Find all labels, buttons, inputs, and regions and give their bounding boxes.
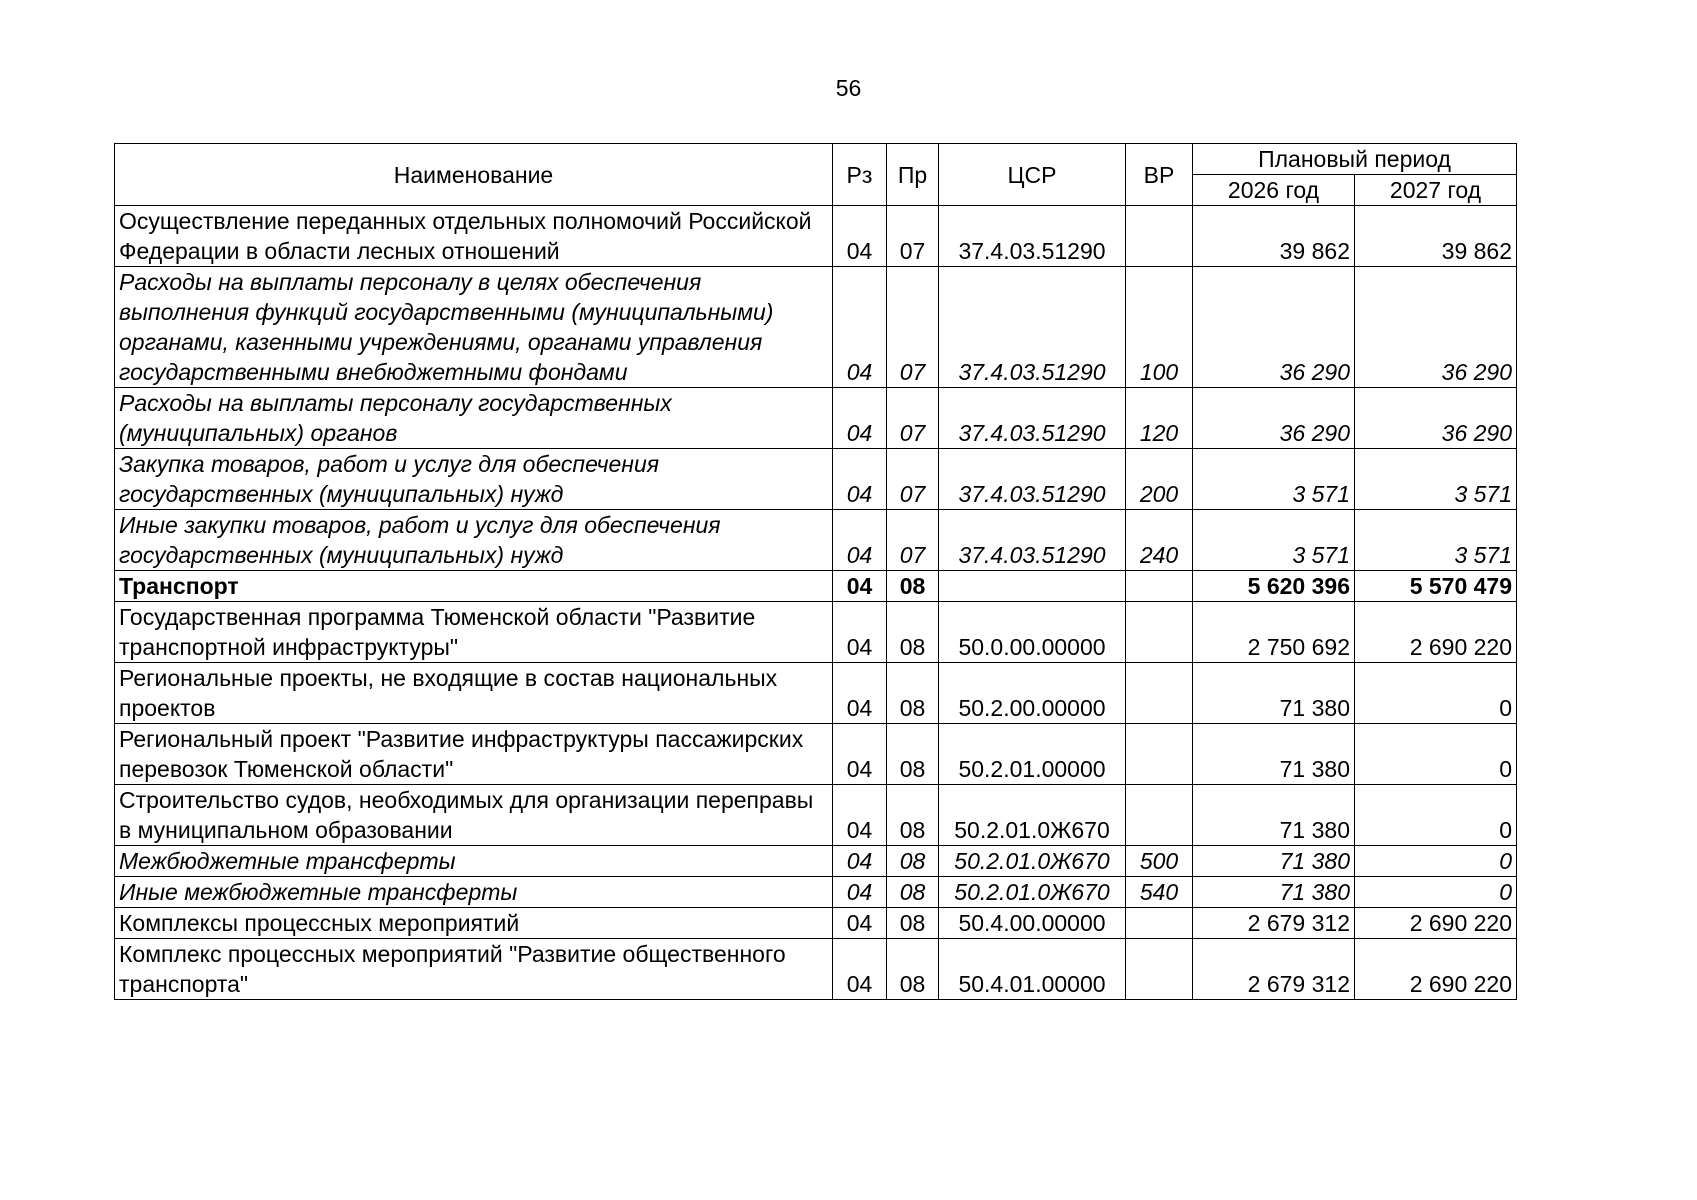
row-vr bbox=[1126, 724, 1193, 785]
table-row bbox=[115, 510, 1517, 571]
header-vr: ВР bbox=[1126, 144, 1193, 206]
row-amount-2026: 2 679 312 bbox=[1193, 908, 1355, 939]
header-csr: ЦСР bbox=[939, 144, 1126, 206]
table-row bbox=[115, 724, 1517, 785]
row-csr: 50.2.00.00000 bbox=[939, 663, 1126, 724]
row-csr: 50.2.01.0Ж670 bbox=[939, 877, 1126, 908]
table-row bbox=[115, 388, 1517, 449]
row-rz: 04 bbox=[833, 510, 887, 571]
row-csr: 50.4.01.00000 bbox=[939, 939, 1126, 1000]
header-planned-period: Плановый период bbox=[1193, 144, 1517, 175]
row-amount-2027: 0 bbox=[1355, 663, 1517, 724]
row-vr bbox=[1126, 785, 1193, 846]
row-amount-2026: 39 862 bbox=[1193, 206, 1355, 267]
row-name: Расходы на выплаты персоналу государственных (муниципальных) органов bbox=[115, 388, 833, 449]
row-amount-2026: 71 380 bbox=[1193, 785, 1355, 846]
row-name: Иные закупки товаров, работ и услуг для обеспечения государственных (муниципальных) нужд bbox=[115, 510, 833, 571]
row-pr: 08 bbox=[887, 877, 939, 908]
row-amount-2027: 3 571 bbox=[1355, 449, 1517, 510]
row-name: Закупка товаров, работ и услуг для обеспечения государственных (муниципальных) нужд bbox=[115, 449, 833, 510]
header-year-2027: 2027 год bbox=[1355, 175, 1517, 206]
table-body bbox=[115, 206, 1517, 1000]
row-amount-2027: 0 bbox=[1355, 724, 1517, 785]
row-pr: 08 bbox=[887, 663, 939, 724]
row-name: Региональные проекты, не входящие в состав национальных проектов bbox=[115, 663, 833, 724]
row-amount-2026: 71 380 bbox=[1193, 877, 1355, 908]
row-csr: 50.0.00.00000 bbox=[939, 602, 1126, 663]
row-csr: 37.4.03.51290 bbox=[939, 510, 1126, 571]
row-amount-2026: 71 380 bbox=[1193, 663, 1355, 724]
table-row bbox=[115, 571, 1517, 602]
row-csr: 37.4.03.51290 bbox=[939, 449, 1126, 510]
row-pr: 07 bbox=[887, 206, 939, 267]
header-rz: Рз bbox=[833, 144, 887, 206]
row-amount-2027: 2 690 220 bbox=[1355, 602, 1517, 663]
row-amount-2027: 5 570 479 bbox=[1355, 571, 1517, 602]
row-amount-2027: 2 690 220 bbox=[1355, 908, 1517, 939]
row-amount-2027: 36 290 bbox=[1355, 267, 1517, 388]
row-pr: 08 bbox=[887, 846, 939, 877]
table-row bbox=[115, 846, 1517, 877]
header-year-2026: 2026 год bbox=[1193, 175, 1355, 206]
row-pr: 07 bbox=[887, 388, 939, 449]
row-vr: 200 bbox=[1126, 449, 1193, 510]
table-row bbox=[115, 206, 1517, 267]
header-name: Наименование bbox=[115, 144, 833, 206]
row-name: Строительство судов, необходимых для организации переправы в муниципальном образовании bbox=[115, 785, 833, 846]
row-rz: 04 bbox=[833, 449, 887, 510]
row-pr: 08 bbox=[887, 908, 939, 939]
row-amount-2026: 5 620 396 bbox=[1193, 571, 1355, 602]
row-name: Расходы на выплаты персоналу в целях обеспечения выполнения функций государственными (муниципальными) органами, казенными учреждениями, органами управления государственными внебюджетными фондами bbox=[115, 267, 833, 388]
table-row bbox=[115, 449, 1517, 510]
row-name: Осуществление переданных отдельных полномочий Российской Федерации в области лесных отношений bbox=[115, 206, 833, 267]
row-amount-2027: 36 290 bbox=[1355, 388, 1517, 449]
row-amount-2026: 71 380 bbox=[1193, 724, 1355, 785]
row-vr: 540 bbox=[1126, 877, 1193, 908]
row-csr: 50.4.00.00000 bbox=[939, 908, 1126, 939]
row-vr bbox=[1126, 602, 1193, 663]
row-amount-2027: 3 571 bbox=[1355, 510, 1517, 571]
row-rz: 04 bbox=[833, 267, 887, 388]
row-rz: 04 bbox=[833, 846, 887, 877]
table-row bbox=[115, 939, 1517, 1000]
row-name: Государственная программа Тюменской области "Развитие транспортной инфраструктуры" bbox=[115, 602, 833, 663]
row-csr: 37.4.03.51290 bbox=[939, 267, 1126, 388]
table-row bbox=[115, 785, 1517, 846]
row-rz: 04 bbox=[833, 571, 887, 602]
row-csr: 50.2.01.0Ж670 bbox=[939, 846, 1126, 877]
row-amount-2026: 2 679 312 bbox=[1193, 939, 1355, 1000]
table-row bbox=[115, 267, 1517, 388]
row-amount-2027: 2 690 220 bbox=[1355, 939, 1517, 1000]
row-vr: 500 bbox=[1126, 846, 1193, 877]
row-pr: 08 bbox=[887, 785, 939, 846]
row-rz: 04 bbox=[833, 663, 887, 724]
row-pr: 08 bbox=[887, 571, 939, 602]
row-rz: 04 bbox=[833, 877, 887, 908]
row-pr: 08 bbox=[887, 724, 939, 785]
row-vr: 120 bbox=[1126, 388, 1193, 449]
row-vr bbox=[1126, 571, 1193, 602]
row-csr: 50.2.01.00000 bbox=[939, 724, 1126, 785]
row-pr: 08 bbox=[887, 939, 939, 1000]
row-amount-2026: 71 380 bbox=[1193, 846, 1355, 877]
row-name: Иные межбюджетные трансферты bbox=[115, 877, 833, 908]
row-amount-2027: 39 862 bbox=[1355, 206, 1517, 267]
page-number: 56 bbox=[835, 75, 862, 101]
row-rz: 04 bbox=[833, 206, 887, 267]
budget-table bbox=[114, 143, 1517, 1000]
row-rz: 04 bbox=[833, 602, 887, 663]
row-rz: 04 bbox=[833, 908, 887, 939]
table-row bbox=[115, 908, 1517, 939]
table-row bbox=[115, 602, 1517, 663]
row-amount-2027: 0 bbox=[1355, 785, 1517, 846]
row-pr: 07 bbox=[887, 449, 939, 510]
row-vr: 100 bbox=[1126, 267, 1193, 388]
row-vr bbox=[1126, 939, 1193, 1000]
row-name: Региональный проект "Развитие инфраструктуры пассажирских перевозок Тюменской области" bbox=[115, 724, 833, 785]
row-rz: 04 bbox=[833, 724, 887, 785]
row-csr bbox=[939, 571, 1126, 602]
row-vr bbox=[1126, 663, 1193, 724]
row-vr: 240 bbox=[1126, 510, 1193, 571]
row-pr: 07 bbox=[887, 267, 939, 388]
row-amount-2026: 3 571 bbox=[1193, 510, 1355, 571]
row-pr: 08 bbox=[887, 602, 939, 663]
row-name: Комплексы процессных мероприятий bbox=[115, 908, 833, 939]
row-vr bbox=[1126, 206, 1193, 267]
row-pr: 07 bbox=[887, 510, 939, 571]
row-csr: 37.4.03.51290 bbox=[939, 206, 1126, 267]
row-amount-2026: 3 571 bbox=[1193, 449, 1355, 510]
table-row bbox=[115, 663, 1517, 724]
row-name: Транспорт bbox=[115, 571, 833, 602]
row-amount-2026: 2 750 692 bbox=[1193, 602, 1355, 663]
row-vr bbox=[1126, 908, 1193, 939]
table-row bbox=[115, 877, 1517, 908]
row-amount-2027: 0 bbox=[1355, 846, 1517, 877]
row-amount-2027: 0 bbox=[1355, 877, 1517, 908]
row-csr: 50.2.01.0Ж670 bbox=[939, 785, 1126, 846]
row-rz: 04 bbox=[833, 388, 887, 449]
row-amount-2026: 36 290 bbox=[1193, 267, 1355, 388]
row-csr: 37.4.03.51290 bbox=[939, 388, 1126, 449]
row-name: Комплекс процессных мероприятий "Развитие общественного транспорта" bbox=[115, 939, 833, 1000]
row-rz: 04 bbox=[833, 785, 887, 846]
header-pr: Пр bbox=[887, 144, 939, 206]
row-name: Межбюджетные трансферты bbox=[115, 846, 833, 877]
row-amount-2026: 36 290 bbox=[1193, 388, 1355, 449]
row-rz: 04 bbox=[833, 939, 887, 1000]
